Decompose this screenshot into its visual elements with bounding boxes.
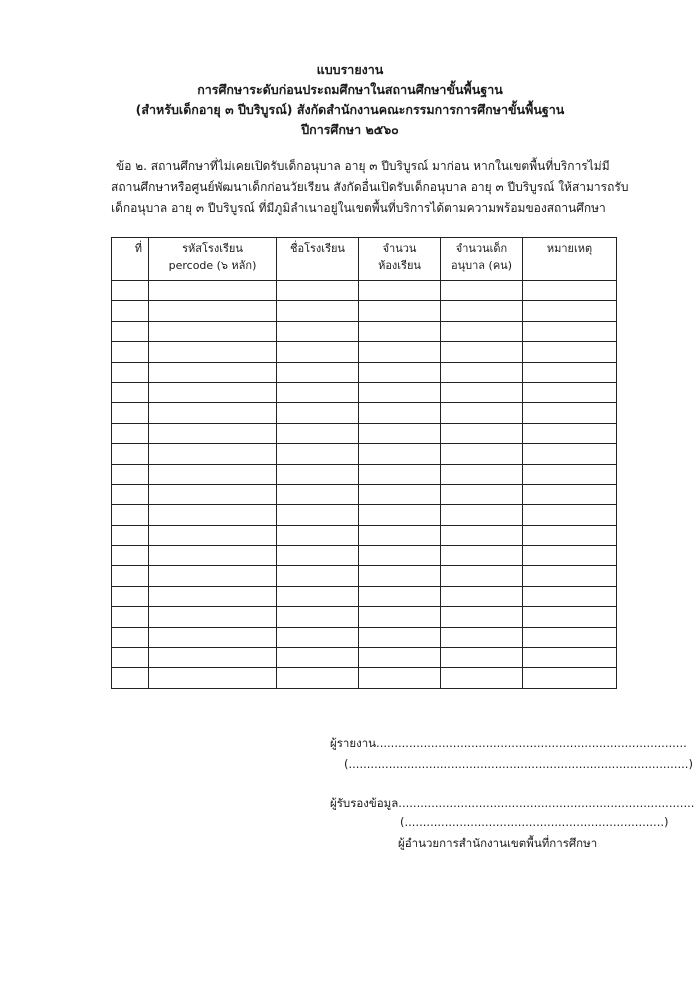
table-cell[interactable] [523,362,617,382]
table-cell[interactable] [359,546,441,566]
table-cell[interactable] [359,382,441,402]
reporter-signature-line[interactable]: ผู้รายงาน..................................................................................... [330,736,687,750]
table-cell[interactable] [441,342,523,362]
table-cell[interactable] [523,403,617,423]
clause-paragraph [111,156,629,219]
table-cell[interactable] [149,444,277,464]
table-cell[interactable] [149,423,277,443]
certifier-name-line[interactable]: (.......................................................................) [400,815,669,829]
table-cell[interactable] [277,668,359,688]
column-header-classrooms-line1: จำนวน [382,242,417,255]
table-cell[interactable] [441,668,523,688]
report-table [111,237,617,689]
table-cell[interactable] [149,321,277,341]
table-row [112,668,617,688]
column-header-classrooms-line2: ห้องเรียน [378,259,421,272]
table-cell[interactable] [523,586,617,606]
table-cell[interactable] [359,464,441,484]
table-cell[interactable] [359,668,441,688]
table-row [112,321,617,341]
table-cell[interactable] [277,627,359,647]
table-cell[interactable] [359,586,441,606]
table-cell[interactable] [359,525,441,545]
table-cell[interactable] [112,525,149,545]
table-cell[interactable] [112,382,149,402]
table-cell[interactable] [441,566,523,586]
table-row [112,281,617,301]
table-body [112,281,617,689]
report-title-block [0,60,700,140]
table-header-row [112,238,617,281]
table-cell[interactable] [441,627,523,647]
table-cell[interactable] [112,301,149,321]
table-cell[interactable] [441,648,523,668]
table-cell[interactable] [359,321,441,341]
table-cell[interactable] [112,484,149,504]
table-row [112,301,617,321]
column-header-remarks: หมายเหตุ [523,238,617,281]
table-cell[interactable] [441,301,523,321]
column-header-school-code [149,238,277,281]
table-row [112,342,617,362]
table-cell[interactable] [523,423,617,443]
table-cell[interactable] [112,281,149,301]
table-cell[interactable] [523,525,617,545]
table-cell[interactable] [112,321,149,341]
certifier-title: ผู้อำนวยการสำนักงานเขตพื้นที่การศึกษา [398,836,598,850]
table-cell[interactable] [523,546,617,566]
table-row [112,382,617,402]
table-row [112,505,617,525]
table-cell[interactable] [112,464,149,484]
table-cell[interactable] [149,301,277,321]
reporter-name-line[interactable]: (.............................................................................................) [344,757,693,771]
table-row [112,546,617,566]
table-cell[interactable] [359,648,441,668]
table-cell[interactable] [149,525,277,545]
table-row [112,627,617,647]
table-row [112,484,617,504]
table-cell[interactable] [359,484,441,504]
table-cell[interactable] [523,627,617,647]
table-cell[interactable] [441,505,523,525]
table-cell[interactable] [441,321,523,341]
table-cell[interactable] [523,281,617,301]
column-header-school-code-line1: รหัสโรงเรียน [182,242,243,255]
clause-line-1: ข้อ ๒. สถานศึกษาที่ไม่เคยเปิดรับเด็กอนุบาล อายุ ๓ ปีบริบูรณ์ มาก่อน หากในเขตพื้นที่บริการไม่มี [116,159,610,173]
column-header-classrooms [359,238,441,281]
table-cell[interactable] [359,362,441,382]
column-header-no: ที่ [112,238,149,281]
table-cell[interactable] [112,627,149,647]
column-header-children-line2: อนุบาล (คน) [451,259,512,272]
table-cell[interactable] [277,403,359,423]
table-cell[interactable] [441,362,523,382]
table-cell[interactable] [359,423,441,443]
table-cell[interactable] [359,607,441,627]
table-cell[interactable] [277,444,359,464]
table-cell[interactable] [149,627,277,647]
table-cell[interactable] [277,464,359,484]
table-cell[interactable] [149,607,277,627]
table-cell[interactable] [523,484,617,504]
table-cell[interactable] [441,403,523,423]
table-cell[interactable] [149,464,277,484]
table-cell[interactable] [277,607,359,627]
table-cell[interactable] [523,321,617,341]
column-header-children-line1: จำนวนเด็ก [455,242,508,255]
table-cell[interactable] [523,382,617,402]
table-cell[interactable] [441,607,523,627]
table-cell[interactable] [277,342,359,362]
table-row [112,566,617,586]
report-subtitle: การศึกษาระดับก่อนประถมศึกษาในสถานศึกษาขั้นพื้นฐาน [197,82,503,97]
table-cell[interactable] [523,464,617,484]
table-cell[interactable] [112,586,149,606]
table-cell[interactable] [277,423,359,443]
table-cell[interactable] [112,546,149,566]
table-cell[interactable] [149,668,277,688]
table-cell[interactable] [149,403,277,423]
table-cell[interactable] [149,382,277,402]
table-cell[interactable] [112,444,149,464]
table-cell[interactable] [149,342,277,362]
table-cell[interactable] [359,301,441,321]
table-cell[interactable] [112,423,149,443]
table-cell[interactable] [277,321,359,341]
column-header-school-code-line2: percode (๖ หลัก) [168,259,257,272]
table-cell[interactable] [359,505,441,525]
table-cell[interactable] [523,648,617,668]
table-cell[interactable] [112,403,149,423]
table-row [112,648,617,668]
table-cell[interactable] [112,566,149,586]
table-cell[interactable] [523,342,617,362]
table-row [112,525,617,545]
table-cell[interactable] [112,668,149,688]
table-cell[interactable] [149,566,277,586]
table-cell[interactable] [149,281,277,301]
table-cell[interactable] [441,444,523,464]
table-cell[interactable] [359,566,441,586]
table-cell[interactable] [441,586,523,606]
table-cell[interactable] [277,648,359,668]
table-cell[interactable] [277,525,359,545]
table-cell[interactable] [523,444,617,464]
table-cell[interactable] [523,301,617,321]
table-cell[interactable] [112,362,149,382]
table-row [112,464,617,484]
table-cell[interactable] [359,627,441,647]
certifier-signature-line[interactable]: ผู้รับรองข้อมูล................................................................................. [330,796,695,810]
table-cell[interactable] [523,607,617,627]
table-cell[interactable] [277,382,359,402]
table-cell[interactable] [277,586,359,606]
table-cell[interactable] [277,362,359,382]
table-cell[interactable] [441,281,523,301]
table-cell[interactable] [277,301,359,321]
table-cell[interactable] [277,484,359,504]
table-row [112,607,617,627]
table-cell[interactable] [523,505,617,525]
table-row [112,403,617,423]
table-cell[interactable] [441,423,523,443]
table-cell[interactable] [112,342,149,362]
table-cell[interactable] [149,362,277,382]
table-cell[interactable] [112,648,149,668]
table-cell[interactable] [149,546,277,566]
table-cell[interactable] [277,281,359,301]
table-row [112,423,617,443]
table-cell[interactable] [277,505,359,525]
table-cell[interactable] [112,607,149,627]
table-cell[interactable] [441,546,523,566]
table-cell[interactable] [359,403,441,423]
table-cell[interactable] [277,566,359,586]
table-cell[interactable] [441,382,523,402]
column-header-children [441,238,523,281]
table-cell[interactable] [523,566,617,586]
table-cell[interactable] [149,648,277,668]
table-row [112,586,617,606]
table-row [112,444,617,464]
table-cell[interactable] [112,505,149,525]
report-scope: (สำหรับเด็กอายุ ๓ ปีบริบูรณ์) สังกัดสำนักงานคณะกรรมการการศึกษาขั้นพื้นฐาน [135,102,565,117]
clause-line-3: เด็กอนุบาล อายุ ๓ ปีบริบูรณ์ ที่มีภูมิลำเนาอยู่ในเขตพื้นที่บริการได้ตามความพร้อมของสถานศึกษา [111,201,606,215]
table-row [112,362,617,382]
table-cell[interactable] [523,668,617,688]
table-cell[interactable] [359,444,441,464]
table-cell[interactable] [359,281,441,301]
table-cell[interactable] [441,525,523,545]
table-cell[interactable] [277,546,359,566]
table-cell[interactable] [149,505,277,525]
table-cell[interactable] [149,586,277,606]
table-cell[interactable] [441,464,523,484]
clause-line-2: สถานศึกษาหรือศูนย์พัฒนาเด็กก่อนวัยเรียน สังกัดอื่นเปิดรับเด็กอนุบาล อายุ ๓ ปีบริบูรณ์ ให้สามารถรับ [111,180,629,194]
table-cell[interactable] [359,342,441,362]
table-cell[interactable] [149,484,277,504]
academic-year: ปีการศึกษา ๒๕๖๐ [301,122,399,137]
table-cell[interactable] [441,484,523,504]
column-header-school-name: ชื่อโรงเรียน [277,238,359,281]
report-title: แบบรายงาน [316,62,384,77]
